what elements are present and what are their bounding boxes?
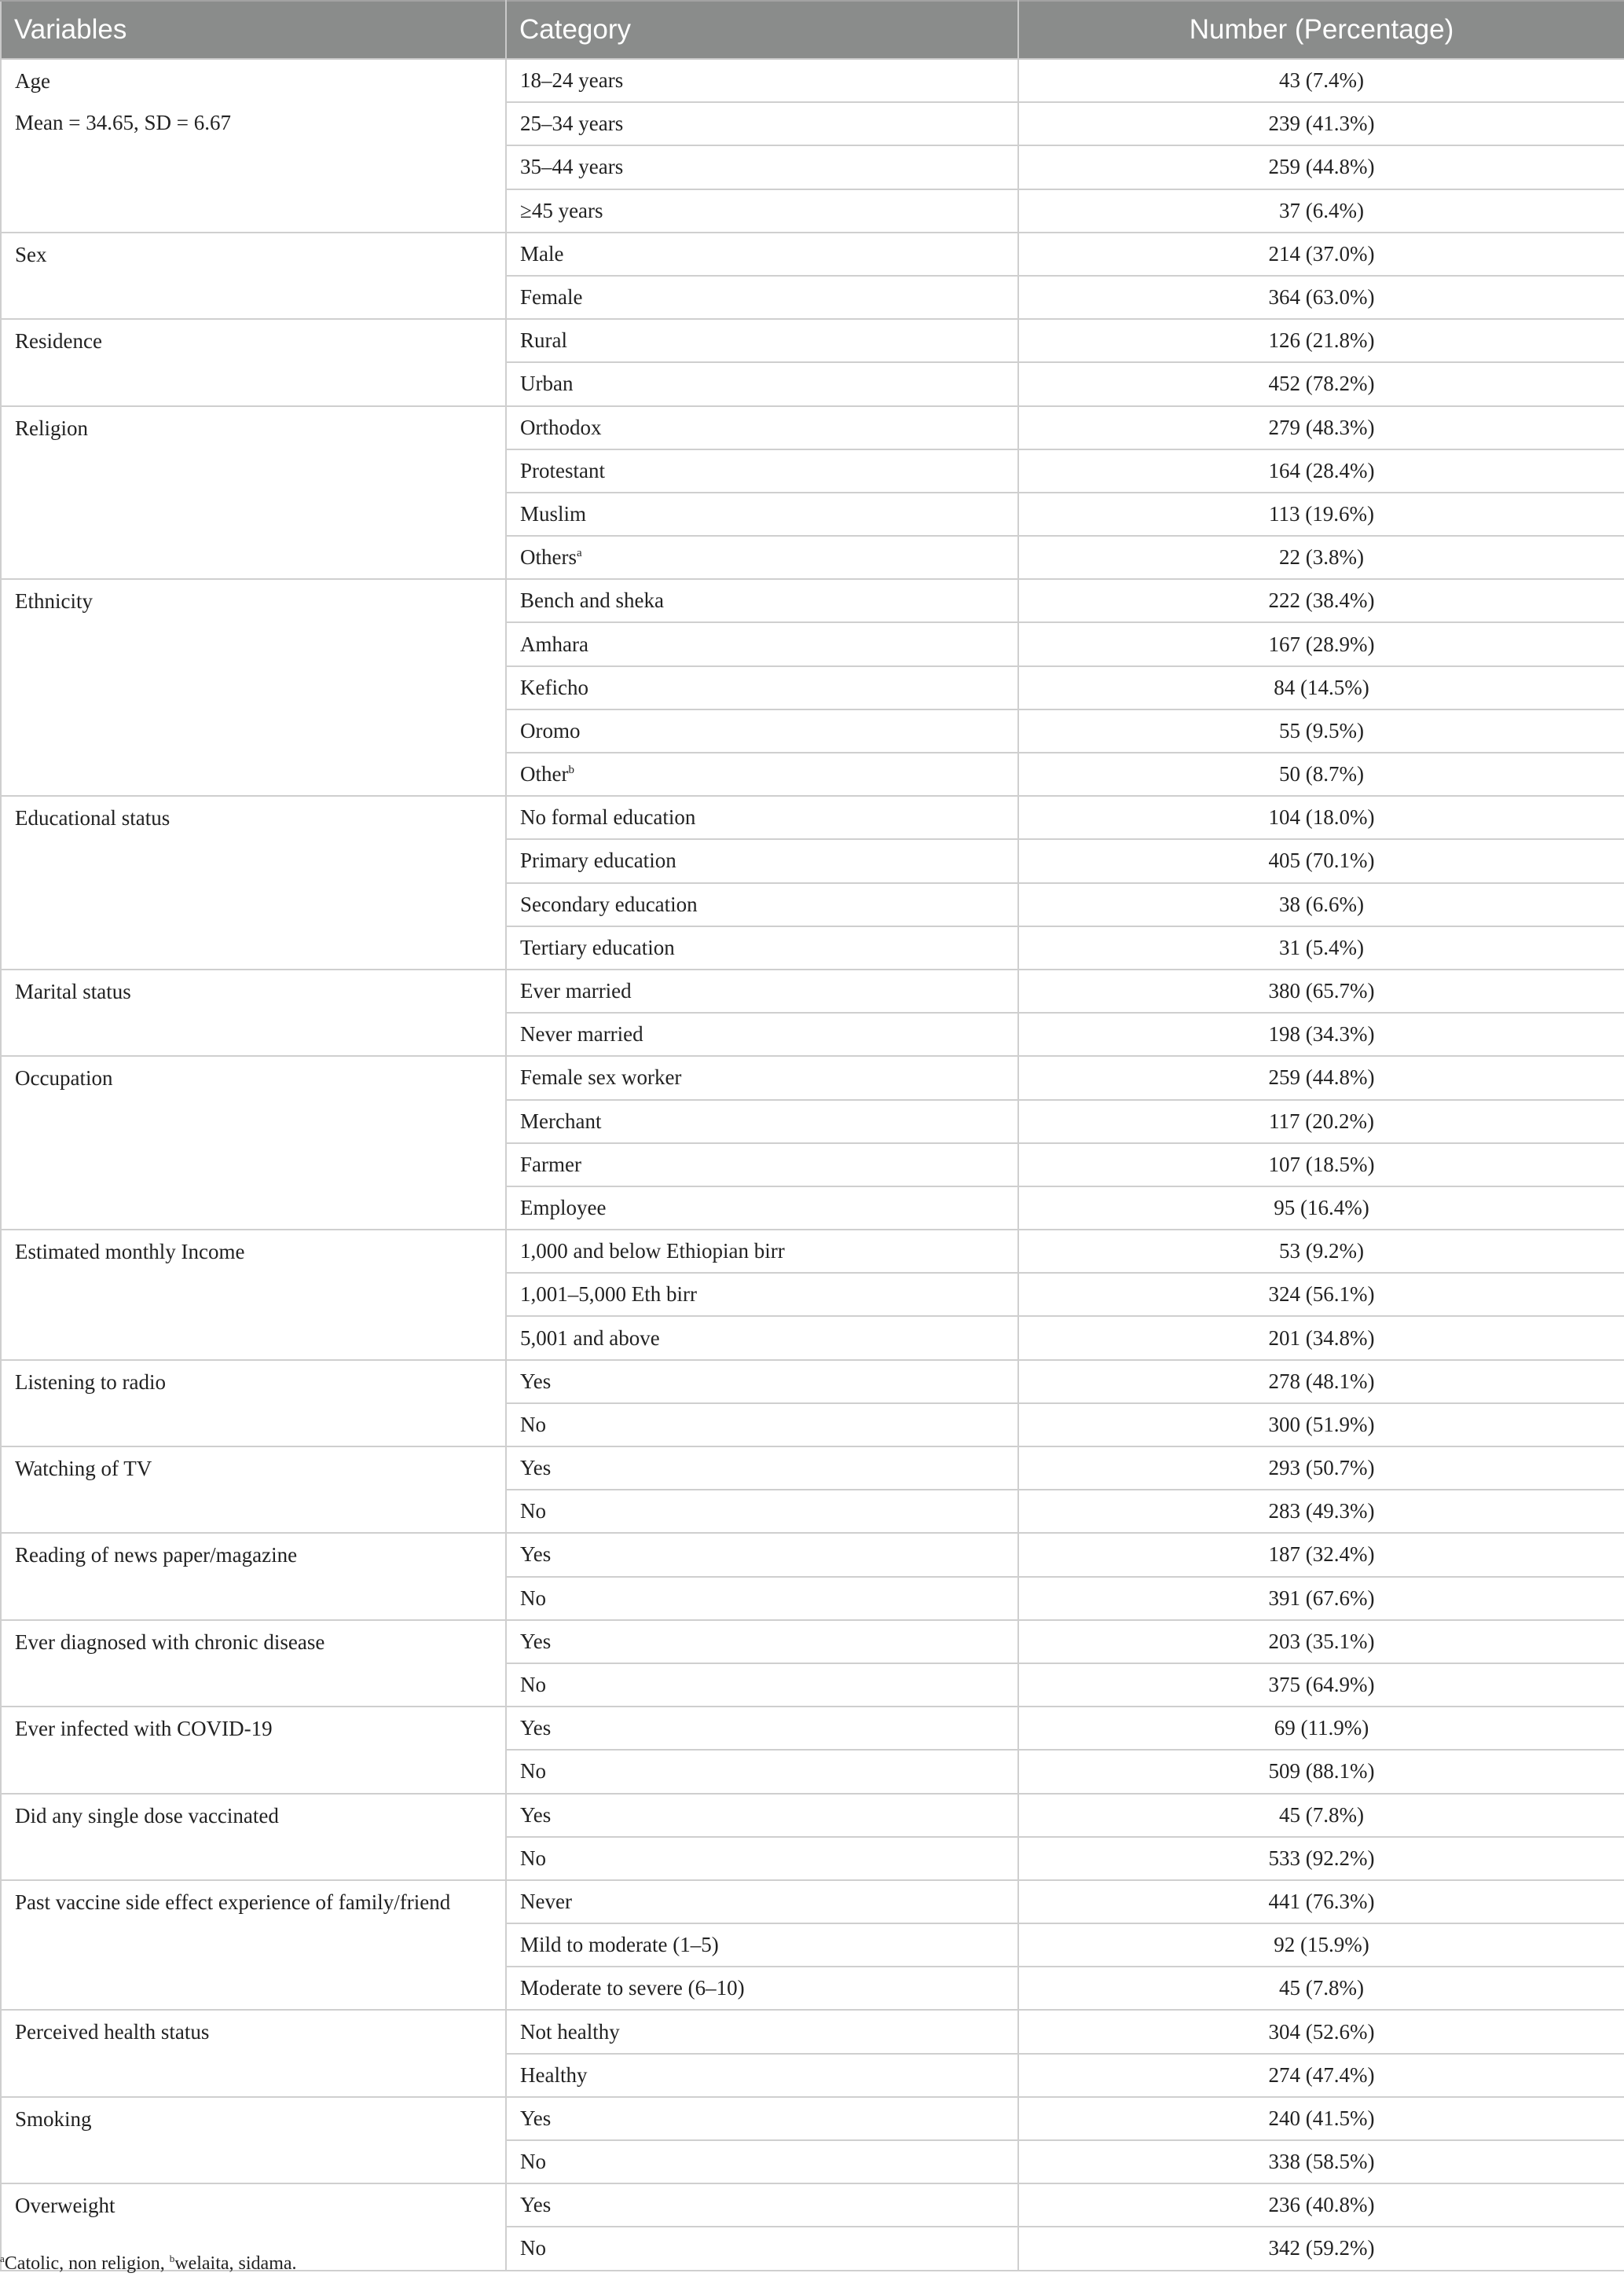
category-cell [506,622,1018,665]
category-label: Yes [520,1542,552,1567]
variable-label: Occupation [15,1066,113,1091]
category-cell [506,1620,1018,1663]
variable-label: Reading of news paper/magazine [15,1543,298,1567]
variable-note: Mean = 34.65, SD = 6.67 [15,111,231,134]
variable-label: Religion [15,416,88,440]
footnote-b-text: welaita, sidama. [174,2253,297,2274]
value-cell: 38 (6.6%) [1018,883,1624,926]
category-label: Oromo [520,718,581,742]
table-row [1,1707,1624,1750]
category-cell [506,1273,1018,1316]
category-cell [506,1750,1018,1793]
value-cell: 391 (67.6%) [1018,1577,1624,1620]
value-cell: 50 (8.7%) [1018,753,1624,796]
table-row [1,1446,1624,1490]
category-cell [506,102,1018,145]
category-cell [506,189,1018,233]
value-cell: 53 (9.2%) [1018,1230,1624,1273]
variable-cell [1,233,506,319]
category-label: 18–24 years [520,68,624,93]
value-cell: 236 (40.8%) [1018,2183,1624,2227]
category-cell [506,2227,1018,2270]
category-label: Primary education [520,849,676,873]
variable-cell [1,1360,506,1446]
variable-cell [1,1446,506,1533]
value-cell: 31 (5.4%) [1018,926,1624,970]
header-variables: Variables [1,1,506,59]
category-cell [506,1056,1018,1099]
value-cell: 338 (58.5%) [1018,2140,1624,2183]
value-cell: 203 (35.1%) [1018,1620,1624,1663]
category-label: 1,000 and below Ethiopian birr [520,1239,785,1263]
value-cell: 84 (14.5%) [1018,666,1624,709]
value-cell: 364 (63.0%) [1018,276,1624,319]
variable-label: Did any single dose vaccinated [15,1803,279,1828]
category-cell [506,1230,1018,1273]
value-cell: 283 (49.3%) [1018,1490,1624,1533]
variable-label: Residence [15,329,102,354]
table-row [1,1056,1624,1099]
category-cell [506,536,1018,579]
category-cell [506,1794,1018,1837]
category-cell [506,839,1018,882]
variable-cell [1,59,506,233]
category-cell [506,2183,1018,2227]
table-row [1,2183,1624,2227]
category-label: Amhara [520,632,588,656]
footnote-marker: a [576,547,582,560]
table-row [1,406,1624,449]
value-cell: 279 (48.3%) [1018,406,1624,449]
variable-label: Past vaccine side effect experience of family/friend [15,1890,451,1914]
table-row [1,1620,1624,1663]
value-cell: 222 (38.4%) [1018,579,1624,622]
category-cell [506,276,1018,319]
category-label: Female [520,285,583,310]
category-cell [506,926,1018,970]
variable-label: Sex [15,242,47,266]
category-cell [506,362,1018,405]
category-cell [506,2097,1018,2140]
category-cell [506,493,1018,536]
category-label: Others [520,545,577,570]
table-body [1,59,1624,2271]
category-cell [506,2054,1018,2097]
value-cell: 95 (16.4%) [1018,1186,1624,1230]
category-cell [506,449,1018,493]
category-label: Employee [520,1195,607,1219]
category-cell [506,319,1018,362]
category-cell [506,1446,1018,1490]
category-label: Muslim [520,501,587,526]
category-cell [506,1143,1018,1186]
category-label: Ever married [520,979,632,1003]
value-cell: 92 (15.9%) [1018,1923,1624,1967]
category-label: Yes [520,2193,552,2217]
category-label: ≥45 years [520,198,603,222]
category-label: Yes [520,2106,552,2130]
value-cell: 126 (21.8%) [1018,319,1624,362]
table-row [1,1360,1624,1403]
category-label: Male [520,241,564,266]
category-cell [506,709,1018,753]
category-cell [506,1967,1018,2010]
table-footnote [0,2253,297,2275]
value-cell: 117 (20.2%) [1018,1100,1624,1143]
variable-label: Overweight [15,2194,115,2218]
variable-label: Ever diagnosed with chronic disease [15,1630,325,1654]
category-cell [506,1707,1018,1750]
category-cell [506,1100,1018,1143]
category-label: Tertiary education [520,935,675,959]
category-label: No [520,1499,546,1523]
category-label: Moderate to severe (6–10) [520,1976,745,2000]
value-cell: 342 (59.2%) [1018,2227,1624,2270]
variable-cell [1,1230,506,1360]
footnote-a-text: Catolic, non religion, [4,2253,170,2274]
category-label: Yes [520,1369,552,1393]
category-cell [506,1360,1018,1403]
table-row [1,233,1624,276]
value-cell: 324 (56.1%) [1018,1273,1624,1316]
variable-label: Marital status [15,979,131,1003]
variable-cell [1,1056,506,1230]
category-cell [506,666,1018,709]
value-cell: 300 (51.9%) [1018,1403,1624,1446]
variable-cell [1,1533,506,1619]
variable-cell [1,2010,506,2096]
value-cell: 375 (64.9%) [1018,1663,1624,1707]
table-row [1,970,1624,1013]
variable-cell [1,796,506,970]
value-cell: 533 (92.2%) [1018,1837,1624,1880]
table-header [1,1,1624,59]
category-cell [506,59,1018,102]
variable-label: Listening to radio [15,1369,166,1394]
value-cell: 239 (41.3%) [1018,102,1624,145]
value-cell: 380 (65.7%) [1018,970,1624,1013]
header-category: Category [506,1,1018,59]
category-label: 1,001–5,000 Eth birr [520,1282,697,1307]
value-cell: 441 (76.3%) [1018,1880,1624,1923]
variable-cell [1,319,506,405]
value-cell: 452 (78.2%) [1018,362,1624,405]
category-cell [506,1186,1018,1230]
category-label: No [520,2150,546,2174]
value-cell: 201 (34.8%) [1018,1316,1624,1359]
category-label: Never married [520,1022,643,1047]
table-row [1,2010,1624,2053]
category-label: No [520,1673,546,1697]
table-row [1,2097,1624,2140]
value-cell: 164 (28.4%) [1018,449,1624,493]
category-label: 5,001 and above [520,1325,660,1350]
variable-label: Smoking [15,2106,92,2131]
category-label: Not healthy [520,2019,620,2044]
table-row [1,1794,1624,1837]
table-row [1,579,1624,622]
category-cell [506,1923,1018,1967]
category-cell [506,753,1018,796]
table-row [1,319,1624,362]
category-label: Bench and sheka [520,588,664,613]
category-cell [506,796,1018,839]
variable-label: Ethnicity [15,589,93,614]
value-cell: 167 (28.9%) [1018,622,1624,665]
category-label: Orthodox [520,415,602,439]
variable-cell [1,1880,506,2011]
variable-cell [1,1620,506,1707]
category-cell [506,1577,1018,1620]
category-cell [506,1880,1018,1923]
category-cell [506,1403,1018,1446]
category-label: 35–44 years [520,155,624,179]
value-cell: 214 (37.0%) [1018,233,1624,276]
value-cell: 43 (7.4%) [1018,59,1624,102]
value-cell: 104 (18.0%) [1018,796,1624,839]
variable-cell [1,1707,506,1793]
category-label: Yes [520,1456,552,1480]
category-cell [506,406,1018,449]
variable-cell [1,1794,506,1880]
value-cell: 274 (47.4%) [1018,2054,1624,2097]
value-cell: 45 (7.8%) [1018,1967,1624,2010]
header-number: Number (Percentage) [1018,1,1624,59]
category-label: Urban [520,372,574,396]
category-cell [506,1837,1018,1880]
category-cell [506,579,1018,622]
category-label: No [520,1586,546,1610]
variable-cell [1,970,506,1056]
category-label: Farmer [520,1152,581,1176]
value-cell: 22 (3.8%) [1018,536,1624,579]
category-cell [506,970,1018,1013]
category-cell [506,1013,1018,1056]
footnote-marker: b [568,764,574,777]
variable-cell [1,2097,506,2183]
value-cell: 259 (44.8%) [1018,1056,1624,1099]
value-cell: 37 (6.4%) [1018,189,1624,233]
category-label: Merchant [520,1109,602,1133]
value-cell: 55 (9.5%) [1018,709,1624,753]
category-cell [506,233,1018,276]
category-cell [506,2010,1018,2053]
table-row [1,796,1624,839]
category-label: No [520,2236,546,2260]
category-label: Never [520,1889,572,1913]
value-cell: 509 (88.1%) [1018,1750,1624,1793]
category-label: Protestant [520,458,605,482]
category-cell [506,1533,1018,1576]
header-row [1,1,1624,59]
value-cell: 259 (44.8%) [1018,145,1624,189]
variable-cell [1,579,506,796]
category-label: Yes [520,1802,552,1827]
value-cell: 240 (41.5%) [1018,2097,1624,2140]
category-label: Keficho [520,675,588,699]
variable-label: Estimated monthly Income [15,1240,245,1264]
value-cell: 405 (70.1%) [1018,839,1624,882]
category-label: Healthy [520,2062,588,2087]
value-cell: 293 (50.7%) [1018,1446,1624,1490]
category-label: Secondary education [520,892,698,916]
category-label: No [520,1412,546,1436]
value-cell: 304 (52.6%) [1018,2010,1624,2053]
variable-cell [1,406,506,580]
category-cell [506,1316,1018,1359]
value-cell: 45 (7.8%) [1018,1794,1624,1837]
category-label: No [520,1759,546,1784]
table-row [1,1533,1624,1576]
footnote-mark-b: b [169,2253,175,2264]
category-cell [506,145,1018,189]
category-cell [506,2140,1018,2183]
table-row [1,1880,1624,1923]
category-cell [506,1663,1018,1707]
category-label: 25–34 years [520,112,624,136]
table-row [1,59,1624,102]
category-label: Female sex worker [520,1065,682,1090]
variable-label: Watching of TV [15,1457,152,1480]
value-cell: 113 (19.6%) [1018,493,1624,536]
category-cell [506,883,1018,926]
value-cell: 107 (18.5%) [1018,1143,1624,1186]
value-cell: 198 (34.3%) [1018,1013,1624,1056]
category-label: Yes [520,1629,552,1653]
value-cell: 187 (32.4%) [1018,1533,1624,1576]
table-row [1,1230,1624,1273]
category-label: Mild to moderate (1–5) [520,1933,719,1957]
variable-label: Ever infected with COVID-19 [15,1717,273,1741]
value-cell: 69 (11.9%) [1018,1707,1624,1750]
variable-label: Age [15,69,50,93]
variable-label: Educational status [15,806,170,830]
category-label: Rural [520,328,567,353]
value-cell: 278 (48.1%) [1018,1360,1624,1403]
category-label: Other [520,762,569,786]
category-label: No formal education [520,805,696,830]
footnote-mark-a: a [0,2253,5,2264]
variable-label: Perceived health status [15,2020,210,2044]
category-label: No [520,1846,546,1870]
category-label: Yes [520,1716,552,1740]
category-cell [506,1490,1018,1533]
